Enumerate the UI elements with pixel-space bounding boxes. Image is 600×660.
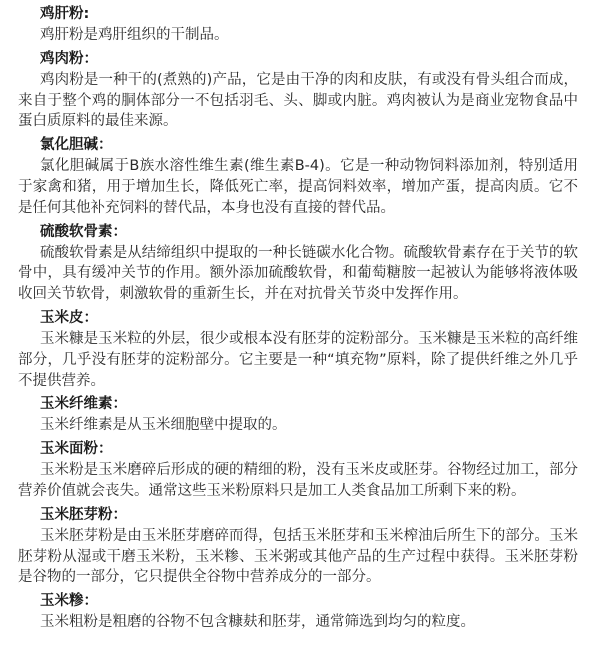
- term-description: 鸡肉粉是一种干的(煮熟的)产品，它是由干净的肉和皮肤，有或没有骨头组合而成，来自于整个鸡的胴体部分一不包括羽毛、头、脚或内脏。鸡肉被认为是商业宠物食品中蛋白质原料的最佳来源。: [18, 71, 578, 130]
- entry-corn-germ-meal: [18, 505, 578, 588]
- term-title: 氯化胆碱：: [40, 137, 113, 154]
- term-title: 玉米胚芽粉：: [40, 506, 127, 523]
- entry-chicken-liver-meal: [18, 4, 578, 46]
- entry-corn-flour: [18, 439, 578, 502]
- term-title: 玉米面粉：: [40, 441, 113, 458]
- term-description: 玉米粗粉是粗磨的谷物不包含糠麸和胚芽，通常筛选到均匀的粒度。: [40, 614, 475, 631]
- term-description: 鸡肝粉是鸡肝组织的干制品。: [40, 27, 229, 43]
- term-description: 硫酸软骨素是从结缔组织中提取的一种长链碳水化合物。硫酸软骨素存在于关节的软骨中，具有缓冲关节的作用。额外添加硫酸软骨，和葡萄糖胺一起被认为能够将液体吸收回关节软骨，刺激软骨的重新生长，并在对抗骨关节炎中发挥作用。: [18, 244, 578, 303]
- entry-choline-chloride: [18, 135, 578, 218]
- term-description: 玉米纤维素是从玉米细胞壁中提取的。: [40, 417, 287, 434]
- term-title: 玉米糁：: [40, 593, 98, 610]
- entry-chondroitin-sulfate: [18, 222, 578, 305]
- term-title: 鸡肝粉:: [40, 6, 90, 22]
- term-title: 玉米纤维素：: [40, 396, 127, 413]
- term-description: 玉米糠是玉米粒的外层，很少或根本没有胚芽的淀粉部分。玉米糠是玉米粒的高纤维部分，几乎没有胚芽的淀粉部分。它主要是一种“填充物”原料，除了提供纤维之外几乎不提供营养。: [18, 330, 578, 389]
- term-title: 硫酸软骨素：: [40, 223, 127, 240]
- term-description: 玉米胚芽粉是由玉米胚芽磨碎而得，包括玉米胚芽和玉米榨油后所生下的部分。玉米胚芽粉从湿或干磨玉米粉，玉米糁、玉米粥或其他产品的生产过程中获得。玉米胚芽粉是谷物的一部分，它只提供全谷物中营养成分的一部分。: [18, 527, 578, 586]
- term-description: 氯化胆碱属于B族水溶性维生素(维生素B-4)。它是一种动物饲料添加剂，特别适用于家禽和猪，用于增加生长，降低死亡率，提高饲料效率，增加产蛋，提高肉质。它不是任何其他补充饲料的替代品，本身也没有直接的替代品。: [18, 158, 578, 216]
- term-title: 玉米皮：: [40, 309, 98, 326]
- entry-corn-grits: [18, 591, 578, 633]
- entry-corn-bran: [18, 308, 578, 391]
- entry-chicken-meal: [18, 49, 578, 132]
- term-description: 玉米粉是玉米磨碎后形成的硬的精细的粉，没有玉米皮或胚芽。谷物经过加工，部分营养价值就会丧失。通常这些玉米粉原料只是加工人类食品加工所剩下来的粉。: [18, 462, 578, 499]
- entry-corn-cellulose: [18, 394, 578, 436]
- term-title: 鸡肉粉：: [40, 50, 98, 67]
